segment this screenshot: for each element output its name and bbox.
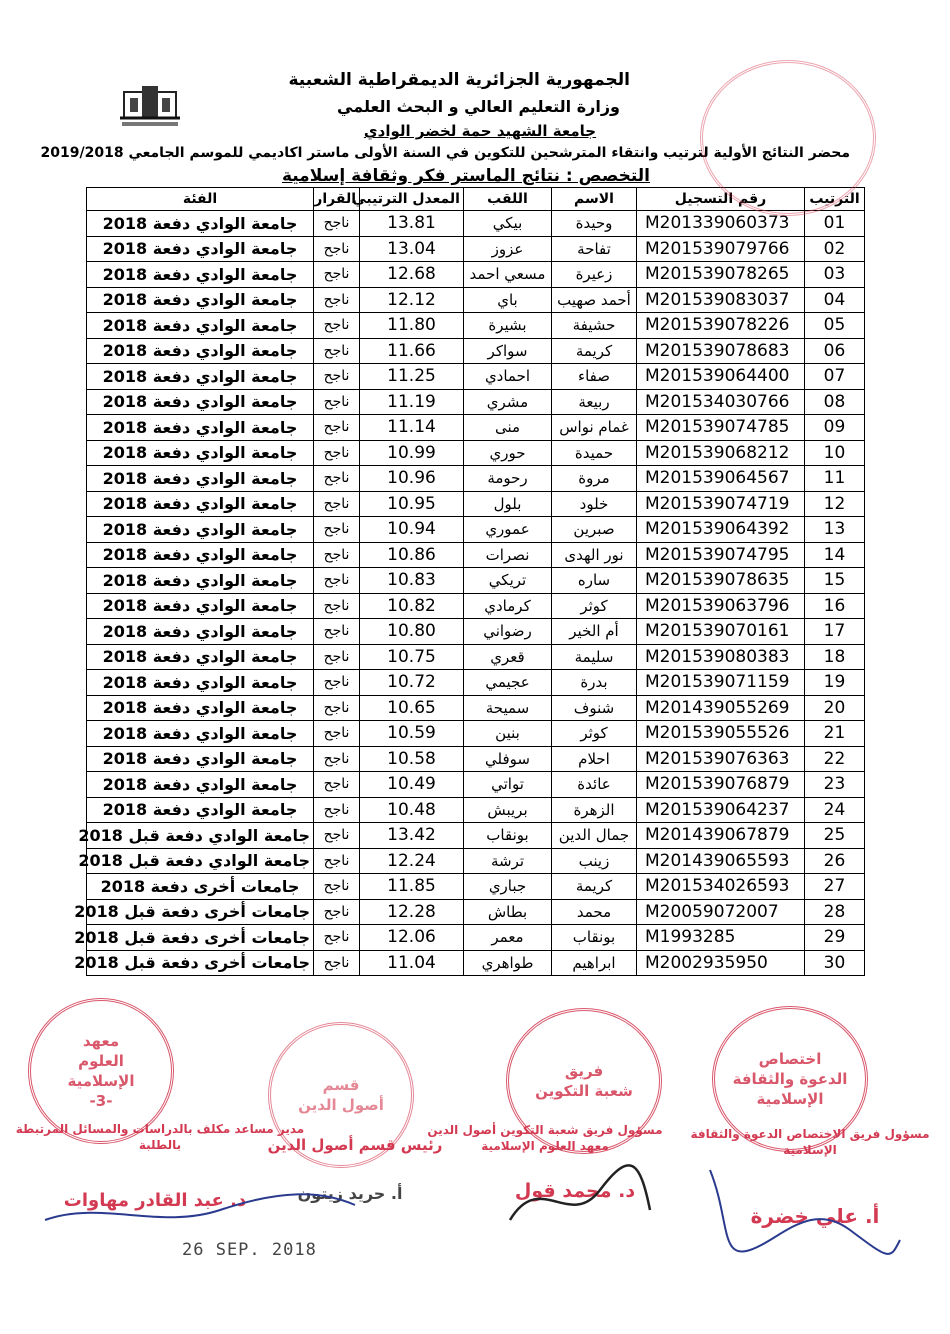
table-row	[87, 721, 865, 747]
institute-stamp-line: الإسلامية	[67, 1072, 135, 1090]
name-cell: سليمة	[552, 644, 637, 670]
registration-cell: M201539063796	[637, 593, 805, 619]
table-row	[87, 364, 865, 390]
name-cell: جمال الدين	[552, 823, 637, 849]
decision-cell: ناجح	[314, 848, 360, 874]
category-cell: جامعة الوادي دفعة 2018	[87, 313, 314, 339]
surname-cell: حوري	[464, 440, 552, 466]
registration-cell: M201534030766	[637, 389, 805, 415]
decision-cell: ناجح	[314, 721, 360, 747]
decision-cell: ناجح	[314, 925, 360, 951]
decision-cell: ناجح	[314, 899, 360, 925]
category-cell: جامعة الوادي دفعة 2018	[87, 491, 314, 517]
decision-cell: ناجح	[314, 440, 360, 466]
rank-cell: 13	[805, 517, 865, 543]
decision-cell: ناجح	[314, 874, 360, 900]
rank-cell: 26	[805, 848, 865, 874]
name-cell: ربيعة	[552, 389, 637, 415]
registration-cell: M201539079766	[637, 236, 805, 262]
surname-cell: ترشة	[464, 848, 552, 874]
average-cell: 10.75	[360, 644, 464, 670]
report-title: محضر النتائج الأولية لترتيب وانتقاء المترشحين للتكوين في السنة الأولى ماستر اكاديمي للموسم الجامعي 2019/2018	[40, 145, 850, 161]
name-cell: وحيدة	[552, 211, 637, 237]
registration-cell: M201539078683	[637, 338, 805, 364]
registration-cell: M2002935950	[637, 950, 805, 976]
surname-cell: رحومة	[464, 466, 552, 492]
average-cell: 11.66	[360, 338, 464, 364]
rank-cell: 19	[805, 670, 865, 696]
table-row	[87, 287, 865, 313]
average-cell: 10.72	[360, 670, 464, 696]
table-row	[87, 925, 865, 951]
surname-cell: جباري	[464, 874, 552, 900]
name-cell: تفاحة	[552, 236, 637, 262]
department-stamp-line: قسم	[322, 1075, 360, 1094]
decision-cell: ناجح	[314, 491, 360, 517]
registration-cell: M201539064567	[637, 466, 805, 492]
decision-cell: ناجح	[314, 542, 360, 568]
registration-cell: M201539074795	[637, 542, 805, 568]
table-row	[87, 338, 865, 364]
decision-cell: ناجح	[314, 517, 360, 543]
average-cell: 10.49	[360, 772, 464, 798]
name-cell: ابراهيم	[552, 950, 637, 976]
results-table	[74, 187, 865, 976]
surname-cell: بطاش	[464, 899, 552, 925]
registration-cell: M201539076879	[637, 772, 805, 798]
registration-cell: M20059072007	[637, 899, 805, 925]
category-header: الفئة	[87, 188, 314, 211]
surname-cell: بونقاب	[464, 823, 552, 849]
date-stamp: 26 SEP. 2018	[182, 1240, 317, 1260]
registration-cell: M201539055526	[637, 721, 805, 747]
table-row	[87, 619, 865, 645]
surname-cell: تواتي	[464, 772, 552, 798]
registration-cell: M201539070161	[637, 619, 805, 645]
institute-stamp-line: العلوم	[78, 1051, 124, 1070]
registration-cell: M201439067879	[637, 823, 805, 849]
surname-header: اللقب	[464, 188, 552, 211]
name-cell: صبرين	[552, 517, 637, 543]
table-row	[87, 568, 865, 594]
decision-cell: ناجح	[314, 670, 360, 696]
name-cell: محمد	[552, 899, 637, 925]
name-cell: احلام	[552, 746, 637, 772]
rank-cell: 27	[805, 874, 865, 900]
average-cell: 12.12	[360, 287, 464, 313]
name-cell: كوثر	[552, 721, 637, 747]
table-row	[87, 823, 865, 849]
registration-header: رقم التسجيل	[637, 188, 805, 211]
training-team-stamp-line: شعبة التكوين	[535, 1082, 633, 1100]
category-cell: جامعة الوادي دفعة قبل 2018	[87, 848, 314, 874]
category-cell: جامعة الوادي دفعة 2018	[87, 415, 314, 441]
department-head-name: أ. حريد زيتون	[297, 1184, 403, 1203]
average-cell: 11.14	[360, 415, 464, 441]
category-cell: جامعات أخرى دفعة قبل 2018	[87, 925, 314, 951]
rank-header: الترتيب	[805, 188, 865, 211]
rank-cell: 07	[805, 364, 865, 390]
table-row	[87, 746, 865, 772]
category-cell: جامعة الوادي دفعة 2018	[87, 517, 314, 543]
average-cell: 10.80	[360, 619, 464, 645]
table-row	[87, 542, 865, 568]
average-cell: 10.59	[360, 721, 464, 747]
decision-cell: ناجح	[314, 313, 360, 339]
surname-cell: مشري	[464, 389, 552, 415]
signature-scribble-icon	[40, 1180, 360, 1240]
rank-cell: 15	[805, 568, 865, 594]
registration-cell: M201439055269	[637, 695, 805, 721]
rank-cell: 04	[805, 287, 865, 313]
category-cell: جامعة الوادي دفعة 2018	[87, 389, 314, 415]
name-cell: حميدة	[552, 440, 637, 466]
category-cell: جامعات أخرى دفعة قبل 2018	[87, 950, 314, 976]
average-cell: 10.96	[360, 466, 464, 492]
category-cell: جامعة الوادي دفعة 2018	[87, 721, 314, 747]
average-cell: 10.99	[360, 440, 464, 466]
name-cell: زينب	[552, 848, 637, 874]
decision-cell: ناجح	[314, 262, 360, 288]
table-row	[87, 593, 865, 619]
rank-cell: 22	[805, 746, 865, 772]
decision-cell: ناجح	[314, 619, 360, 645]
decision-cell: ناجح	[314, 568, 360, 594]
average-cell: 10.48	[360, 797, 464, 823]
name-header: الاسم	[552, 188, 637, 211]
decision-cell: ناجح	[314, 389, 360, 415]
surname-cell: سواكر	[464, 338, 552, 364]
registration-cell: M201539064237	[637, 797, 805, 823]
average-cell: 12.28	[360, 899, 464, 925]
institute-stamp-line: معهد	[82, 1031, 120, 1050]
decision-cell: ناجح	[314, 211, 360, 237]
average-cell: 12.68	[360, 262, 464, 288]
specialization-head-name: أ. علي خضرة	[750, 1204, 880, 1228]
name-cell: ساره	[552, 568, 637, 594]
surname-cell: سوفلي	[464, 746, 552, 772]
rank-cell: 30	[805, 950, 865, 976]
surname-cell: بلول	[464, 491, 552, 517]
surname-cell: منى	[464, 415, 552, 441]
name-cell: نور الهدى	[552, 542, 637, 568]
average-cell: 12.06	[360, 925, 464, 951]
surname-cell: رضواني	[464, 619, 552, 645]
surname-cell: بريبش	[464, 797, 552, 823]
name-cell: بونقاب	[552, 925, 637, 951]
signature-scribble-icon	[500, 1150, 660, 1240]
rank-cell: 24	[805, 797, 865, 823]
university-title: جامعة الشهيد حمة لخضر الوادي	[363, 122, 597, 140]
table-row	[87, 440, 865, 466]
category-cell: جامعة الوادي دفعة 2018	[87, 772, 314, 798]
ministry-title: وزارة التعليم العالي و البحث العلمي	[337, 97, 620, 116]
category-cell: جامعة الوادي دفعة 2018	[87, 466, 314, 492]
name-cell: مروة	[552, 466, 637, 492]
training-team-head-title: مسؤول فريق شعبة التكوين أصول الدين معهد العلوم الإسلامية	[427, 1123, 663, 1154]
rank-cell: 25	[805, 823, 865, 849]
university-logo-icon	[118, 78, 182, 130]
registration-cell: M201534026593	[637, 874, 805, 900]
average-cell: 11.25	[360, 364, 464, 390]
registration-cell: M1993285	[637, 925, 805, 951]
name-cell: حشيفة	[552, 313, 637, 339]
category-cell: جامعة الوادي دفعة 2018	[87, 568, 314, 594]
rank-cell: 17	[805, 619, 865, 645]
category-cell: جامعة الوادي دفعة 2018	[87, 593, 314, 619]
department-stamp-line: أصول الدين	[298, 1096, 384, 1114]
registration-cell: M201539064400	[637, 364, 805, 390]
rank-cell: 03	[805, 262, 865, 288]
category-cell: جامعة الوادي دفعة 2018	[87, 695, 314, 721]
rank-cell: 12	[805, 491, 865, 517]
republic-title: الجمهورية الجزائرية الديمقراطية الشعبية	[288, 70, 630, 90]
decision-cell: ناجح	[314, 695, 360, 721]
decision-cell: ناجح	[314, 644, 360, 670]
category-cell: جامعات أخرى دفعة 2018	[87, 874, 314, 900]
surname-cell: طواهري	[464, 950, 552, 976]
rank-cell: 08	[805, 389, 865, 415]
name-cell: كريمة	[552, 874, 637, 900]
registration-cell: M201539071159	[637, 670, 805, 696]
table-row	[87, 797, 865, 823]
average-cell: 10.86	[360, 542, 464, 568]
table-row	[87, 772, 865, 798]
decision-cell: ناجح	[314, 797, 360, 823]
specialization-head-title: مسؤول فريق الاختصاص الدعوة والثقافة الإسلامية	[690, 1127, 930, 1158]
decision-cell: ناجح	[314, 593, 360, 619]
signature-scribble-icon	[690, 1160, 910, 1270]
results-body	[74, 211, 865, 976]
table-row	[87, 236, 865, 262]
registration-cell: M201339060373	[637, 211, 805, 237]
decision-cell: ناجح	[314, 236, 360, 262]
rank-cell: 11	[805, 466, 865, 492]
name-cell: خلود	[552, 491, 637, 517]
name-cell: أحمد صهيب	[552, 287, 637, 313]
average-cell: 11.85	[360, 874, 464, 900]
surname-cell: عموري	[464, 517, 552, 543]
registration-cell: M201539068212	[637, 440, 805, 466]
decision-header: القرار	[314, 188, 360, 211]
table-row	[87, 670, 865, 696]
surname-cell: باي	[464, 287, 552, 313]
specialization-stamp-line: اختصاص	[758, 1049, 822, 1068]
average-header: المعدل الترتيبي	[360, 188, 464, 211]
table-row	[87, 644, 865, 670]
decision-cell: ناجح	[314, 466, 360, 492]
table-row	[87, 415, 865, 441]
table-row	[87, 517, 865, 543]
specialization-stamp-line: الإسلامية	[756, 1090, 824, 1109]
table-row	[87, 848, 865, 874]
average-cell: 11.19	[360, 389, 464, 415]
name-cell: الزهرة	[552, 797, 637, 823]
name-cell: عائدة	[552, 772, 637, 798]
surname-cell: مسعي احمد	[464, 262, 552, 288]
decision-cell: ناجح	[314, 746, 360, 772]
table-row	[87, 466, 865, 492]
rank-cell: 06	[805, 338, 865, 364]
average-cell: 10.94	[360, 517, 464, 543]
name-cell: زعيرة	[552, 262, 637, 288]
name-cell: غمام نواس	[552, 415, 637, 441]
table-row	[87, 874, 865, 900]
average-cell: 10.95	[360, 491, 464, 517]
average-cell: 10.65	[360, 695, 464, 721]
registration-cell: M201539074719	[637, 491, 805, 517]
rank-cell: 02	[805, 236, 865, 262]
training-team-stamp-line: فريق	[564, 1061, 604, 1080]
surname-cell: معمر	[464, 925, 552, 951]
specialization-stamp-line: الدعوة والثقافة	[732, 1069, 848, 1088]
category-cell: جامعة الوادي دفعة 2018	[87, 211, 314, 237]
name-cell: كوثر	[552, 593, 637, 619]
category-cell: جامعة الوادي دفعة 2018	[87, 542, 314, 568]
category-cell: جامعة الوادي دفعة 2018	[87, 746, 314, 772]
decision-cell: ناجح	[314, 415, 360, 441]
average-cell: 13.04	[360, 236, 464, 262]
category-cell: جامعة الوادي دفعة 2018	[87, 644, 314, 670]
category-cell: جامعة الوادي دفعة 2018	[87, 338, 314, 364]
average-cell: 12.24	[360, 848, 464, 874]
rank-cell: 14	[805, 542, 865, 568]
registration-cell: M201539078226	[637, 313, 805, 339]
registration-cell: M201539074785	[637, 415, 805, 441]
table-row	[87, 491, 865, 517]
average-cell: 13.81	[360, 211, 464, 237]
average-cell: 11.04	[360, 950, 464, 976]
rank-cell: 16	[805, 593, 865, 619]
surname-cell: تريكي	[464, 568, 552, 594]
name-cell: صفاء	[552, 364, 637, 390]
average-cell: 13.42	[360, 823, 464, 849]
deputy-director-name: د. عبد القادر مهاوات	[63, 1190, 247, 1211]
decision-cell: ناجح	[314, 823, 360, 849]
registration-cell: M201539078265	[637, 262, 805, 288]
rank-cell: 10	[805, 440, 865, 466]
registration-cell: M201539083037	[637, 287, 805, 313]
average-cell: 10.82	[360, 593, 464, 619]
table-row	[87, 950, 865, 976]
decision-cell: ناجح	[314, 338, 360, 364]
surname-cell: احمادي	[464, 364, 552, 390]
top-right-stamp	[700, 60, 876, 216]
decision-cell: ناجح	[314, 287, 360, 313]
surname-cell: عزوز	[464, 236, 552, 262]
table-row	[87, 695, 865, 721]
surname-cell: قعري	[464, 644, 552, 670]
rank-cell: 05	[805, 313, 865, 339]
registration-cell: M201539064392	[637, 517, 805, 543]
category-cell: جامعة الوادي دفعة 2018	[87, 670, 314, 696]
rank-cell: 28	[805, 899, 865, 925]
department-head-title: رئيس قسم أصول الدين	[267, 1136, 443, 1154]
name-cell: كريمة	[552, 338, 637, 364]
surname-cell: نصرات	[464, 542, 552, 568]
surname-cell: كرمادي	[464, 593, 552, 619]
decision-cell: ناجح	[314, 364, 360, 390]
average-cell: 10.83	[360, 568, 464, 594]
category-cell: جامعة الوادي دفعة 2018	[87, 236, 314, 262]
surname-cell: بشيرة	[464, 313, 552, 339]
rank-cell: 18	[805, 644, 865, 670]
institute-stamp-line: -3-	[89, 1092, 113, 1111]
name-cell: شنوف	[552, 695, 637, 721]
rank-cell: 23	[805, 772, 865, 798]
deputy-director-title: مدير مساعد مكلف بالدراسات والمسائل المرتبطة بالطلبة	[15, 1122, 305, 1152]
surname-cell: سميحة	[464, 695, 552, 721]
table-row	[87, 262, 865, 288]
specialty-title: التخصص : نتائج الماستر فكر وثقافة إسلامية	[281, 166, 650, 186]
category-cell: جامعة الوادي دفعة 2018	[87, 440, 314, 466]
registration-cell: M201539080383	[637, 644, 805, 670]
registration-cell: M201539078635	[637, 568, 805, 594]
decision-cell: ناجح	[314, 950, 360, 976]
category-cell: جامعة الوادي دفعة 2018	[87, 364, 314, 390]
category-cell: جامعة الوادي دفعة قبل 2018	[87, 823, 314, 849]
registration-cell: M201439065593	[637, 848, 805, 874]
rank-cell: 29	[805, 925, 865, 951]
surname-cell: بنين	[464, 721, 552, 747]
category-cell: جامعة الوادي دفعة 2018	[87, 262, 314, 288]
table-row	[87, 313, 865, 339]
category-cell: جامعة الوادي دفعة 2018	[87, 797, 314, 823]
name-cell: أم الخير	[552, 619, 637, 645]
rank-cell: 21	[805, 721, 865, 747]
category-cell: جامعات أخرى دفعة قبل 2018	[87, 899, 314, 925]
decision-cell: ناجح	[314, 772, 360, 798]
category-cell: جامعة الوادي دفعة 2018	[87, 287, 314, 313]
surname-cell: بيكي	[464, 211, 552, 237]
table-row	[87, 211, 865, 237]
surname-cell: عجيمي	[464, 670, 552, 696]
registration-cell: M201539076363	[637, 746, 805, 772]
rank-cell: 01	[805, 211, 865, 237]
name-cell: بدرة	[552, 670, 637, 696]
category-cell: جامعة الوادي دفعة 2018	[87, 619, 314, 645]
average-cell: 10.58	[360, 746, 464, 772]
table-row	[87, 899, 865, 925]
table-row	[87, 389, 865, 415]
average-cell: 11.80	[360, 313, 464, 339]
rank-cell: 09	[805, 415, 865, 441]
training-team-head-name: د. محمد قول	[514, 1180, 636, 1202]
rank-cell: 20	[805, 695, 865, 721]
